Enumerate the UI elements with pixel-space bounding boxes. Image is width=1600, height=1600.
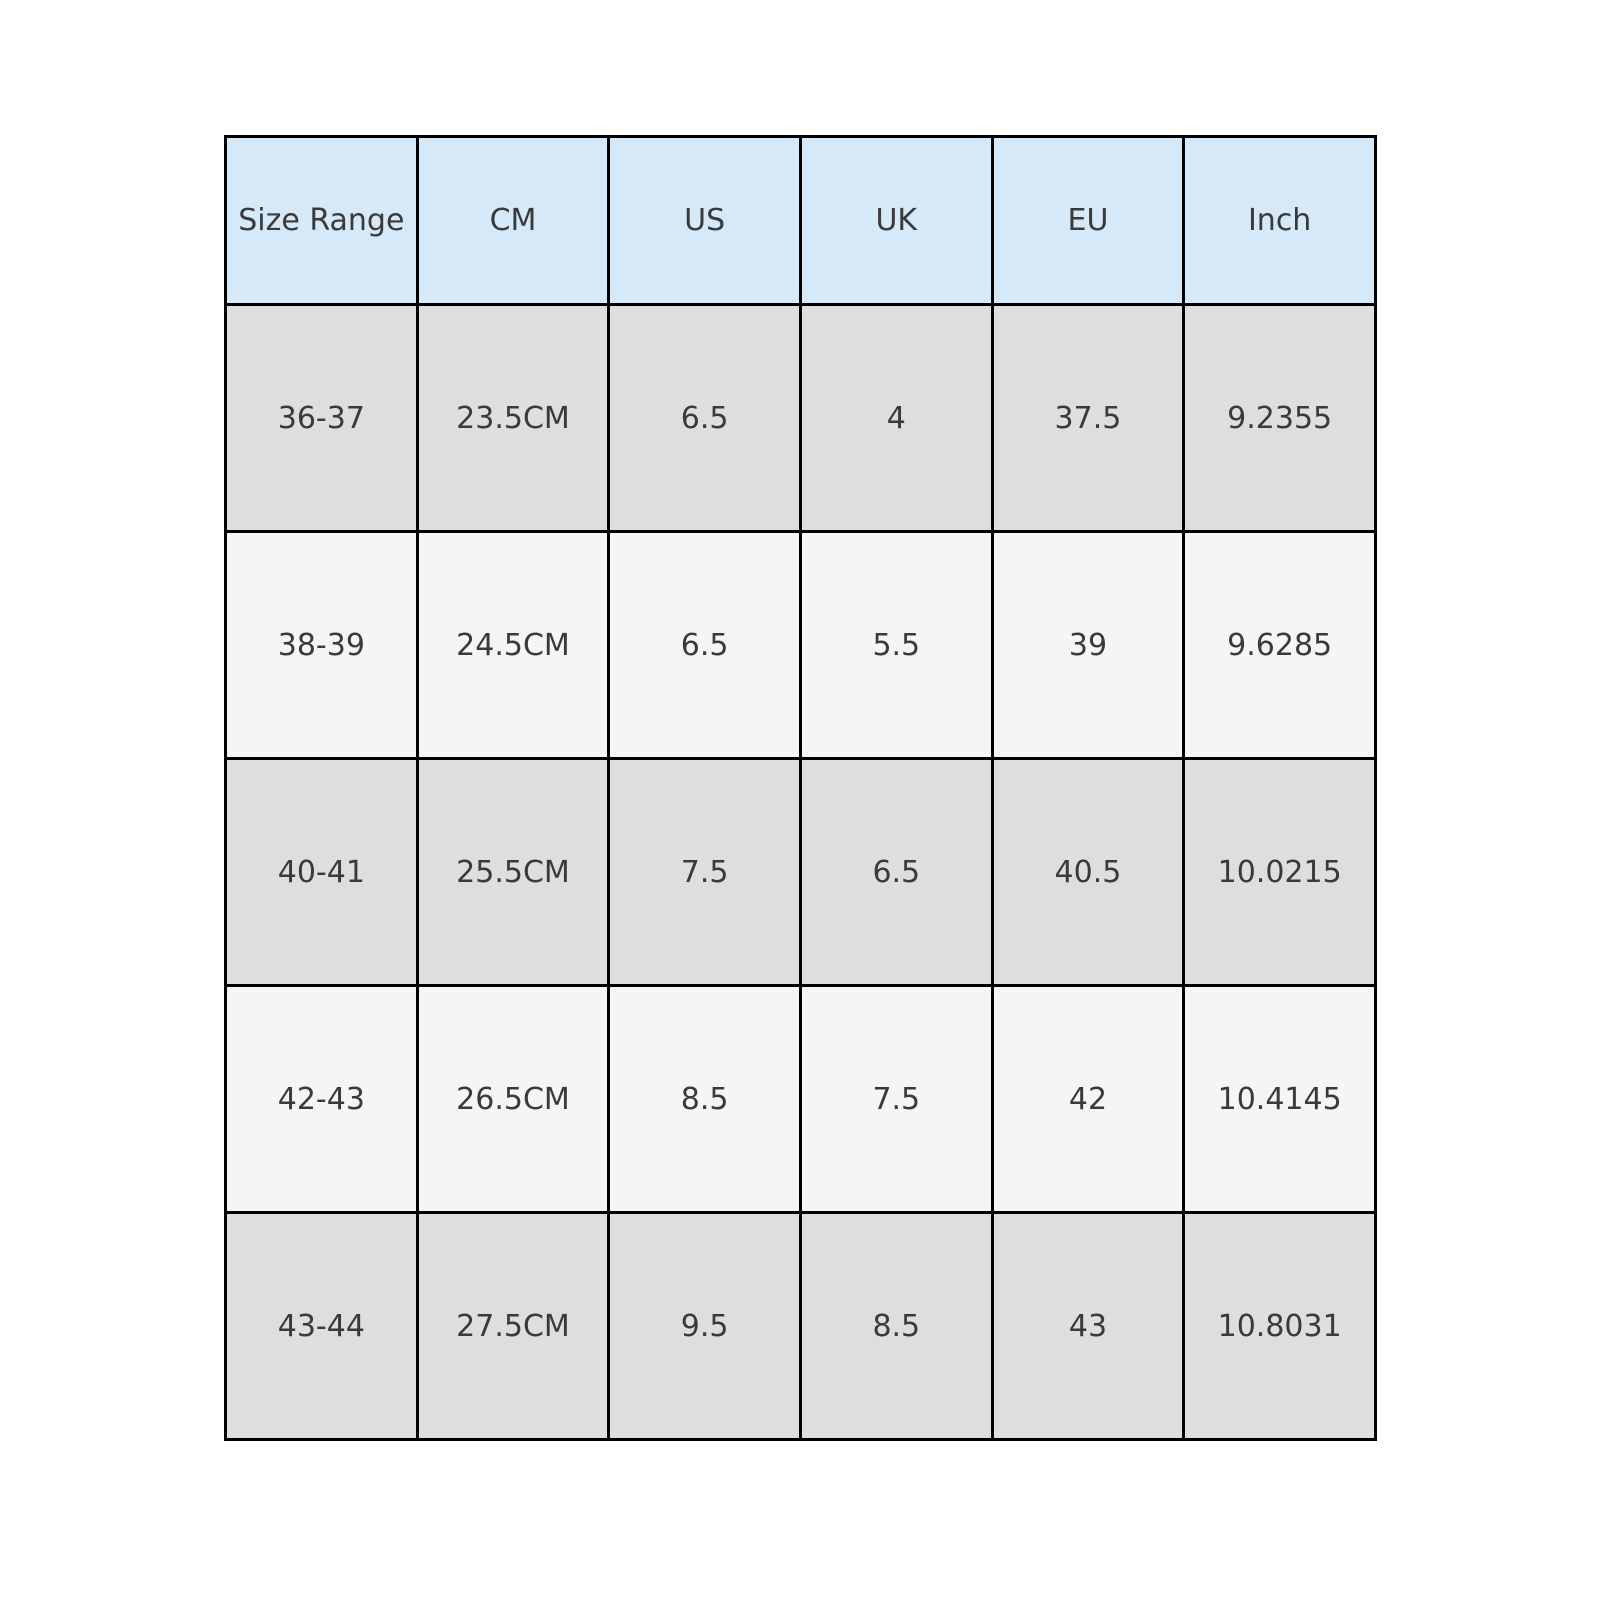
table-cell: 24.5CM xyxy=(417,532,609,759)
table-cell: 42 xyxy=(992,986,1184,1213)
column-header-eu: EU xyxy=(992,137,1184,305)
table-cell: 36-37 xyxy=(226,305,418,532)
table-cell: 6.5 xyxy=(609,532,801,759)
table-cell: 8.5 xyxy=(800,1213,992,1440)
table-row xyxy=(226,759,1376,986)
column-header-size-range: Size Range xyxy=(226,137,418,305)
table-cell: 23.5CM xyxy=(417,305,609,532)
table-cell: 6.5 xyxy=(800,759,992,986)
table-cell: 5.5 xyxy=(800,532,992,759)
table-cell: 10.4145 xyxy=(1184,986,1376,1213)
column-header-inch: Inch xyxy=(1184,137,1376,305)
table-cell: 43-44 xyxy=(226,1213,418,1440)
column-header-us: US xyxy=(609,137,801,305)
table-cell: 38-39 xyxy=(226,532,418,759)
table-cell: 4 xyxy=(800,305,992,532)
header-row xyxy=(226,137,1376,305)
table-cell: 25.5CM xyxy=(417,759,609,986)
table-cell: 40-41 xyxy=(226,759,418,986)
table-cell: 6.5 xyxy=(609,305,801,532)
table-row xyxy=(226,305,1376,532)
table-cell: 9.2355 xyxy=(1184,305,1376,532)
table-cell: 26.5CM xyxy=(417,986,609,1213)
table-cell: 43 xyxy=(992,1213,1184,1440)
column-header-uk: UK xyxy=(800,137,992,305)
table-row xyxy=(226,532,1376,759)
table-cell: 7.5 xyxy=(609,759,801,986)
table-cell: 27.5CM xyxy=(417,1213,609,1440)
table-cell: 9.5 xyxy=(609,1213,801,1440)
table-row xyxy=(226,986,1376,1213)
table-cell: 40.5 xyxy=(992,759,1184,986)
table-cell: 9.6285 xyxy=(1184,532,1376,759)
table-cell: 42-43 xyxy=(226,986,418,1213)
size-chart-table xyxy=(224,135,1377,1441)
table-cell: 39 xyxy=(992,532,1184,759)
table-row xyxy=(226,1213,1376,1440)
table-cell: 10.0215 xyxy=(1184,759,1376,986)
table-cell: 8.5 xyxy=(609,986,801,1213)
table-cell: 37.5 xyxy=(992,305,1184,532)
table-cell: 7.5 xyxy=(800,986,992,1213)
column-header-cm: CM xyxy=(417,137,609,305)
table-cell: 10.8031 xyxy=(1184,1213,1376,1440)
